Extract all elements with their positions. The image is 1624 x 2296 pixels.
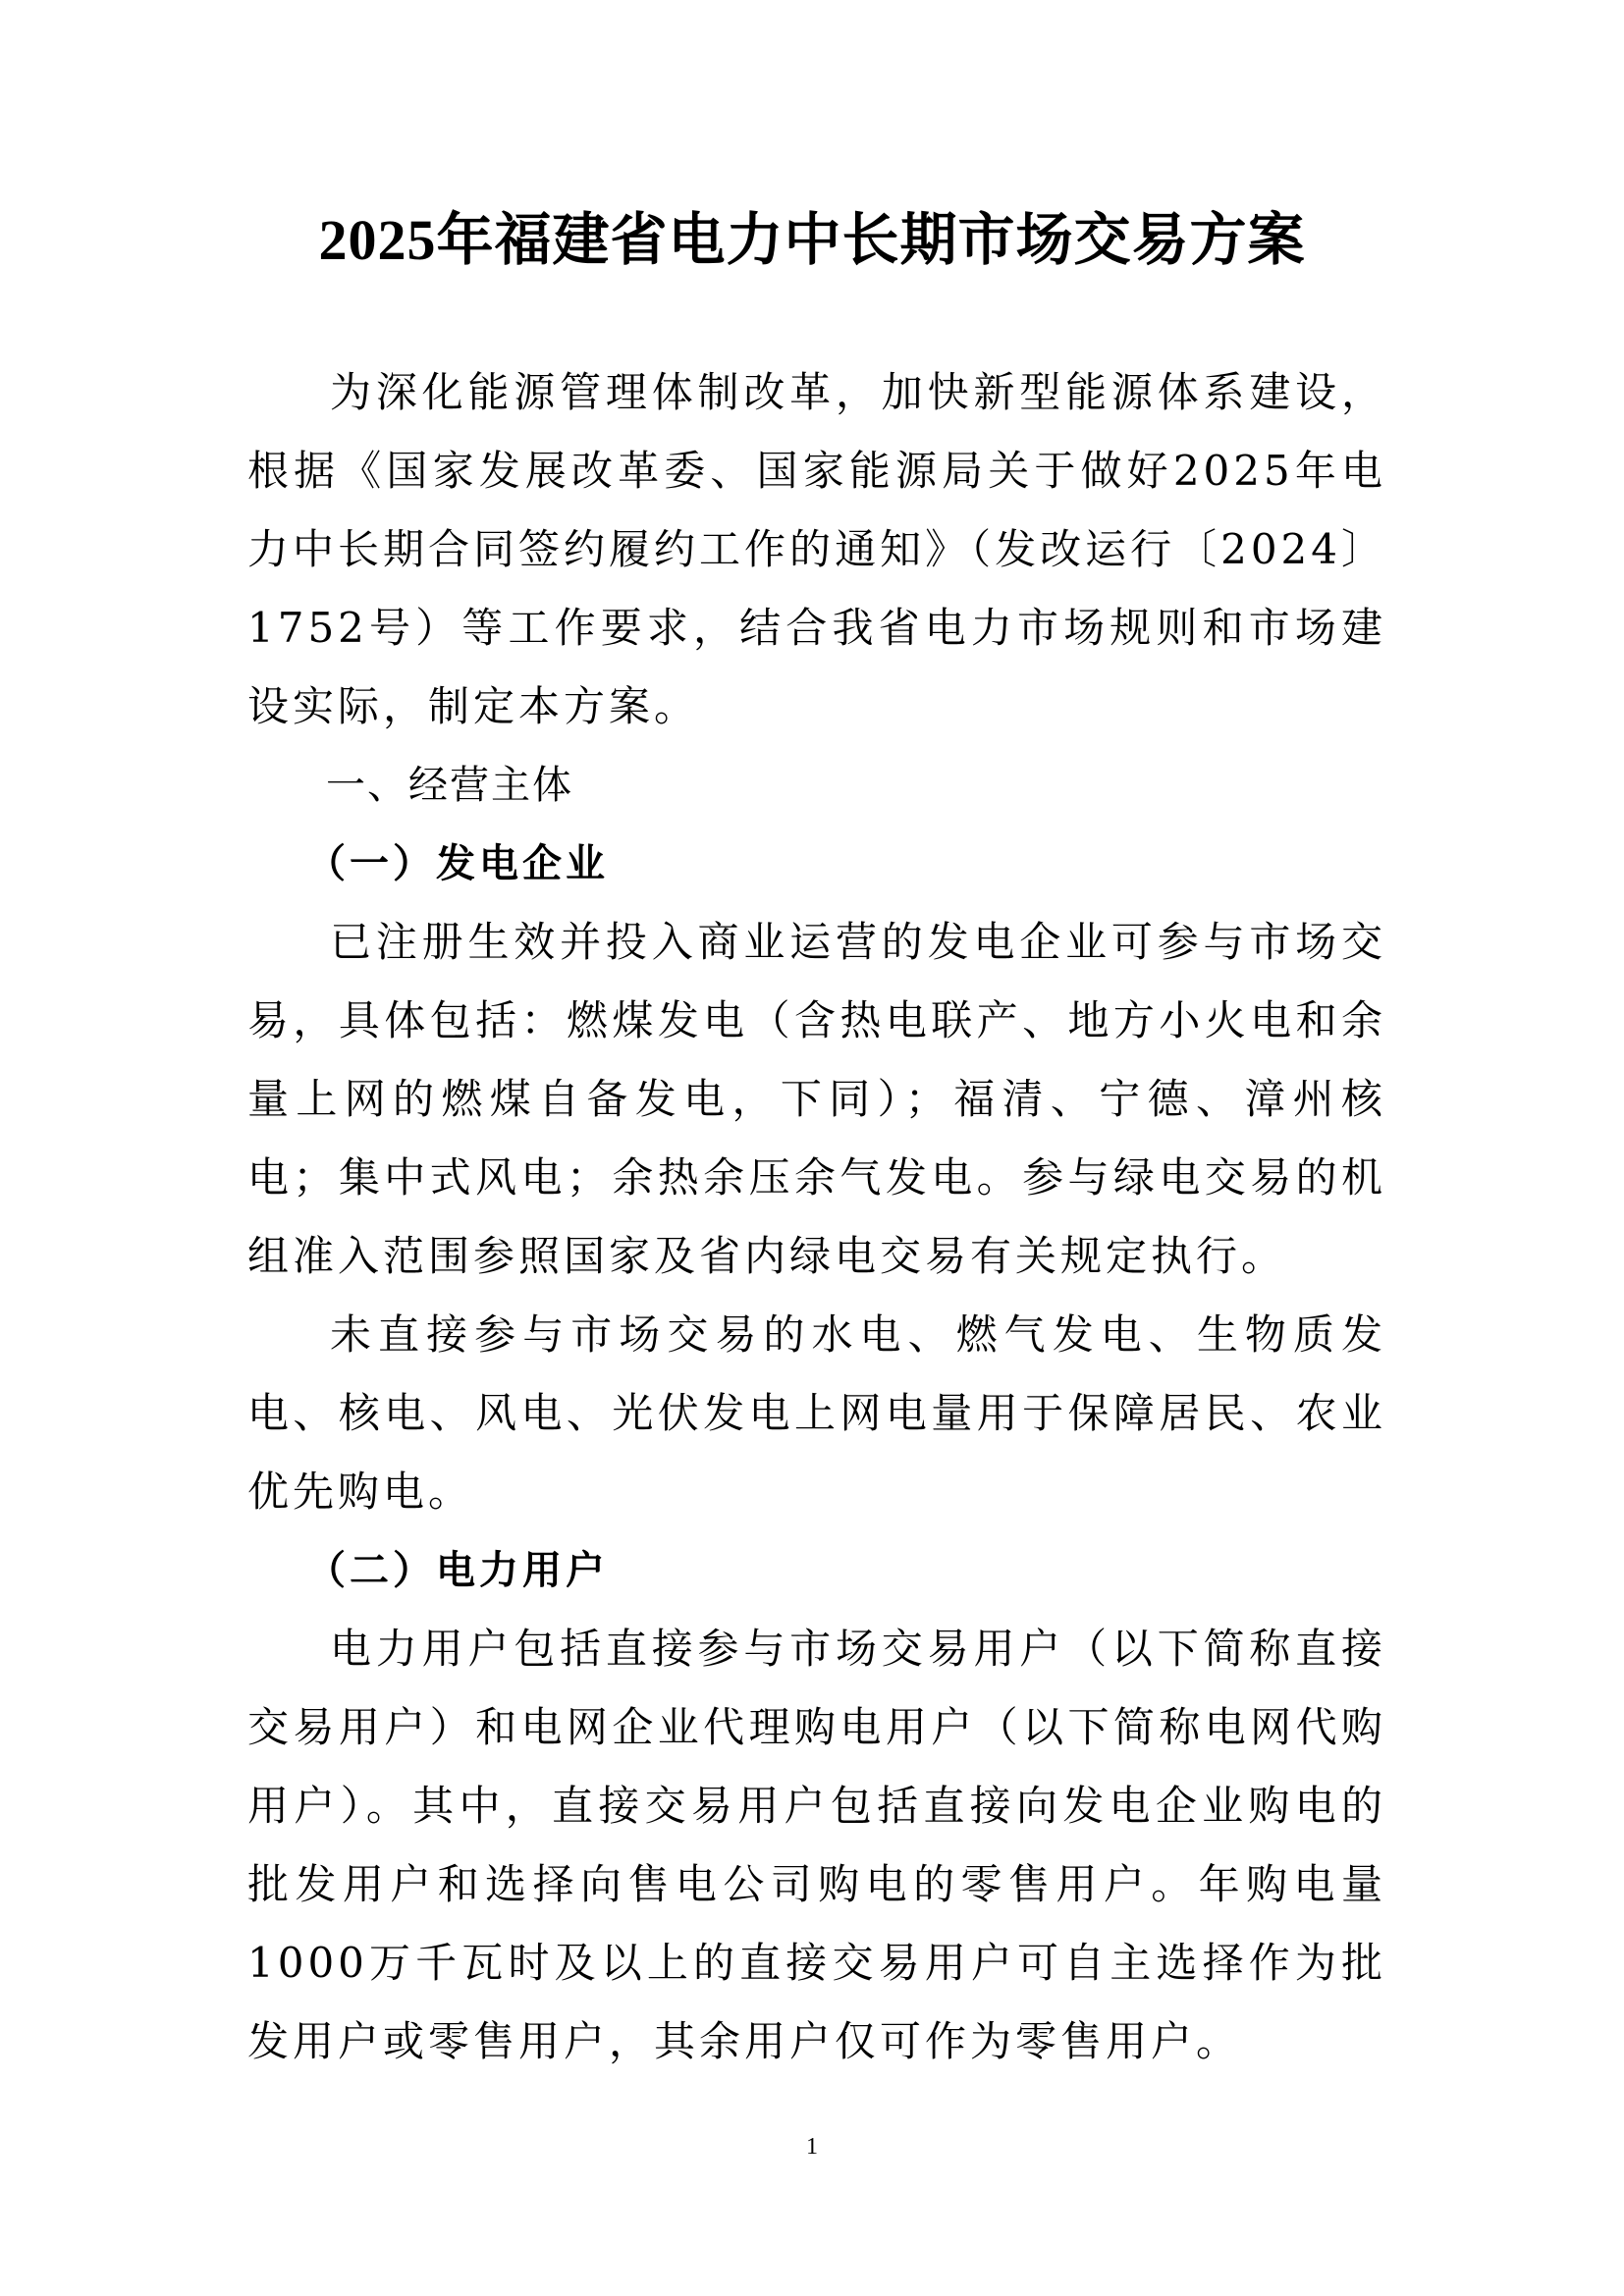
document-title: 2025年福建省电力中长期市场交易方案 [318, 208, 1306, 272]
paragraph-generation-scope: 已注册生效并投入商业运营的发电企业可参与市场交易，具体包括：燃煤发电（含热电联产、地方小火电和余量上网的燃煤自备发电，下同）；福清、宁德、漳州核电；集中式风电；余热余压余气发电。参与绿电交易的机组准入范围参照国家及省内绿电交易有关规定执行。 [247, 918, 1386, 1280]
subsection-heading-power-users: （二）电力用户 [306, 1548, 609, 1593]
section-heading-operating-entities: 一、经营主体 [326, 763, 573, 808]
document-body [247, 353, 1386, 2081]
paragraph-power-users: 电力用户包括直接参与市场交易用户（以下简称直接交易用户）和电网企业代理购电用户（以下简称电网代购用户）。其中，直接交易用户包括直接向发电企业购电的批发用户和选择向售电公司购电的零售用户。年购电量1000万千瓦时及以上的直接交易用户可自主选择作为批发用户或零售用户，其余用户仅可作为零售用户。 [247, 1625, 1386, 2065]
intro-paragraph: 为深化能源管理体制改革，加快新型能源体系建设，根据《国家发展改革委、国家能源局关于做好2025年电力中长期合同签约履约工作的通知》（发改运行〔2024〕1752号）等工作要求，结合我省电力市场规则和市场建设实际，制定本方案。 [247, 368, 1386, 730]
page-number: 1 [806, 2134, 818, 2160]
paragraph-priority-purchase: 未直接参与市场交易的水电、燃气发电、生物质发电、核电、风电、光伏发电上网电量用于保障居民、农业优先购电。 [247, 1310, 1386, 1516]
subsection-heading-power-generation-enterprises: （一）发电企业 [306, 841, 609, 886]
